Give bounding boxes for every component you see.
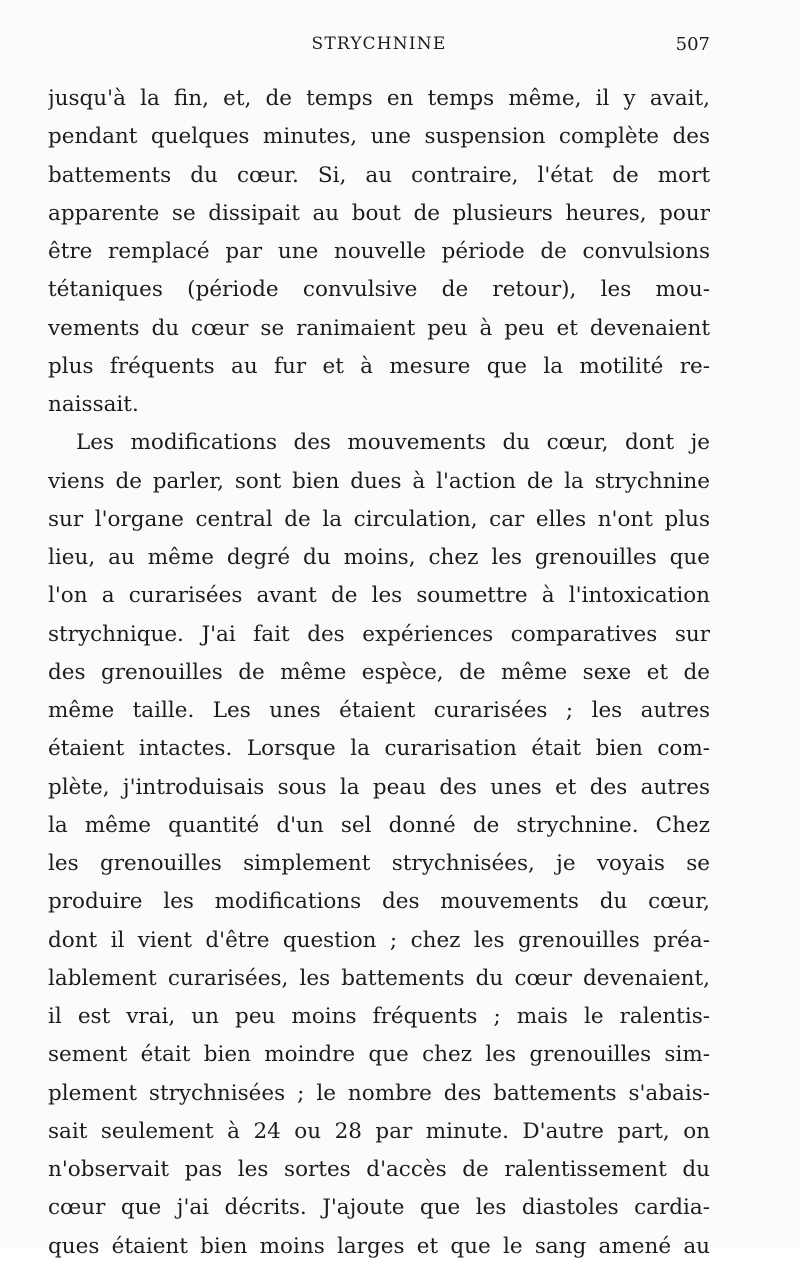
text-line: sait seulement à 24 ou 28 par minute. D'autre part, on bbox=[48, 1118, 710, 1144]
text-line: lablement curarisées, les battements du cœur devenaient, bbox=[48, 965, 710, 991]
text-line: produire les modifications des mouvements du cœur, bbox=[48, 889, 710, 915]
text-line: pendant quelques minutes, une suspension complète des bbox=[48, 124, 710, 150]
text-line: jusqu'à la fin, et, de temps en temps même, il y avait, bbox=[48, 86, 710, 111]
text-line: sur l'organe central de la circulation, car elles n'ont plus bbox=[48, 506, 710, 532]
text-line: il est vrai, un peu moins fréquents ; mais le ralentis- bbox=[48, 1004, 710, 1029]
text-line: tétaniques (période convulsive de retour), les mou- bbox=[48, 277, 710, 303]
text-line: lieu, au même degré du moins, chez les grenouilles que bbox=[48, 545, 710, 570]
text-line: battements du cœur. Si, au contraire, l'état de mort bbox=[48, 162, 710, 188]
text-line: même taille. Les unes étaient curarisées ; les autres bbox=[48, 698, 710, 723]
text-line: être remplacé par une nouvelle période de convulsions bbox=[48, 239, 710, 264]
text-line: la même quantité d'un sel donné de strychnine. Chez bbox=[48, 812, 710, 838]
text-line: naissait. bbox=[48, 392, 139, 417]
text-line: dont il vient d'être question ; chez les grenouilles préa- bbox=[48, 927, 710, 953]
text-line: viens de parler, sont bien dues à l'action de la strychnine bbox=[48, 468, 710, 494]
text-line: étaient intactes. Lorsque la curarisation était bien com- bbox=[48, 736, 710, 762]
text-line: apparente se dissipait au bout de plusieurs heures, pour bbox=[48, 200, 710, 226]
page-header bbox=[48, 34, 710, 62]
text-line: plète, j'introduisais sous la peau des unes et des autres bbox=[48, 774, 710, 800]
text-line: ques étaient bien moins larges et que le sang amené au bbox=[48, 1233, 710, 1259]
text-line: l'on a curarisées avant de les soumettre à l'intoxication bbox=[48, 583, 710, 609]
page-number: 507 bbox=[675, 34, 710, 55]
text-line: les grenouilles simplement strychnisées, je voyais se bbox=[48, 851, 710, 876]
text-line: n'observait pas les sortes d'accès de ralentissement du bbox=[48, 1157, 710, 1182]
running-title: STRYCHNINE bbox=[311, 34, 447, 54]
body-text bbox=[48, 80, 710, 1266]
text-line: plus fréquents au fur et à mesure que la motilité re- bbox=[48, 353, 710, 379]
text-line: strychnique. J'ai fait des expériences comparatives sur bbox=[48, 621, 710, 647]
text-line: vements du cœur se ranimaient peu à peu et devenaient bbox=[48, 315, 710, 341]
text-line: cœur que j'ai décrits. J'ajoute que les diastoles cardia- bbox=[48, 1195, 710, 1221]
text-line: sement était bien moindre que chez les grenouilles sim- bbox=[48, 1042, 710, 1068]
text-line: plement strychnisées ; le nombre des battements s'abais- bbox=[48, 1080, 710, 1106]
text-line: des grenouilles de même espèce, de même sexe et de bbox=[48, 659, 710, 685]
paragraph-first-line: Les modifications des mouvements du cœur, dont je bbox=[76, 430, 710, 456]
